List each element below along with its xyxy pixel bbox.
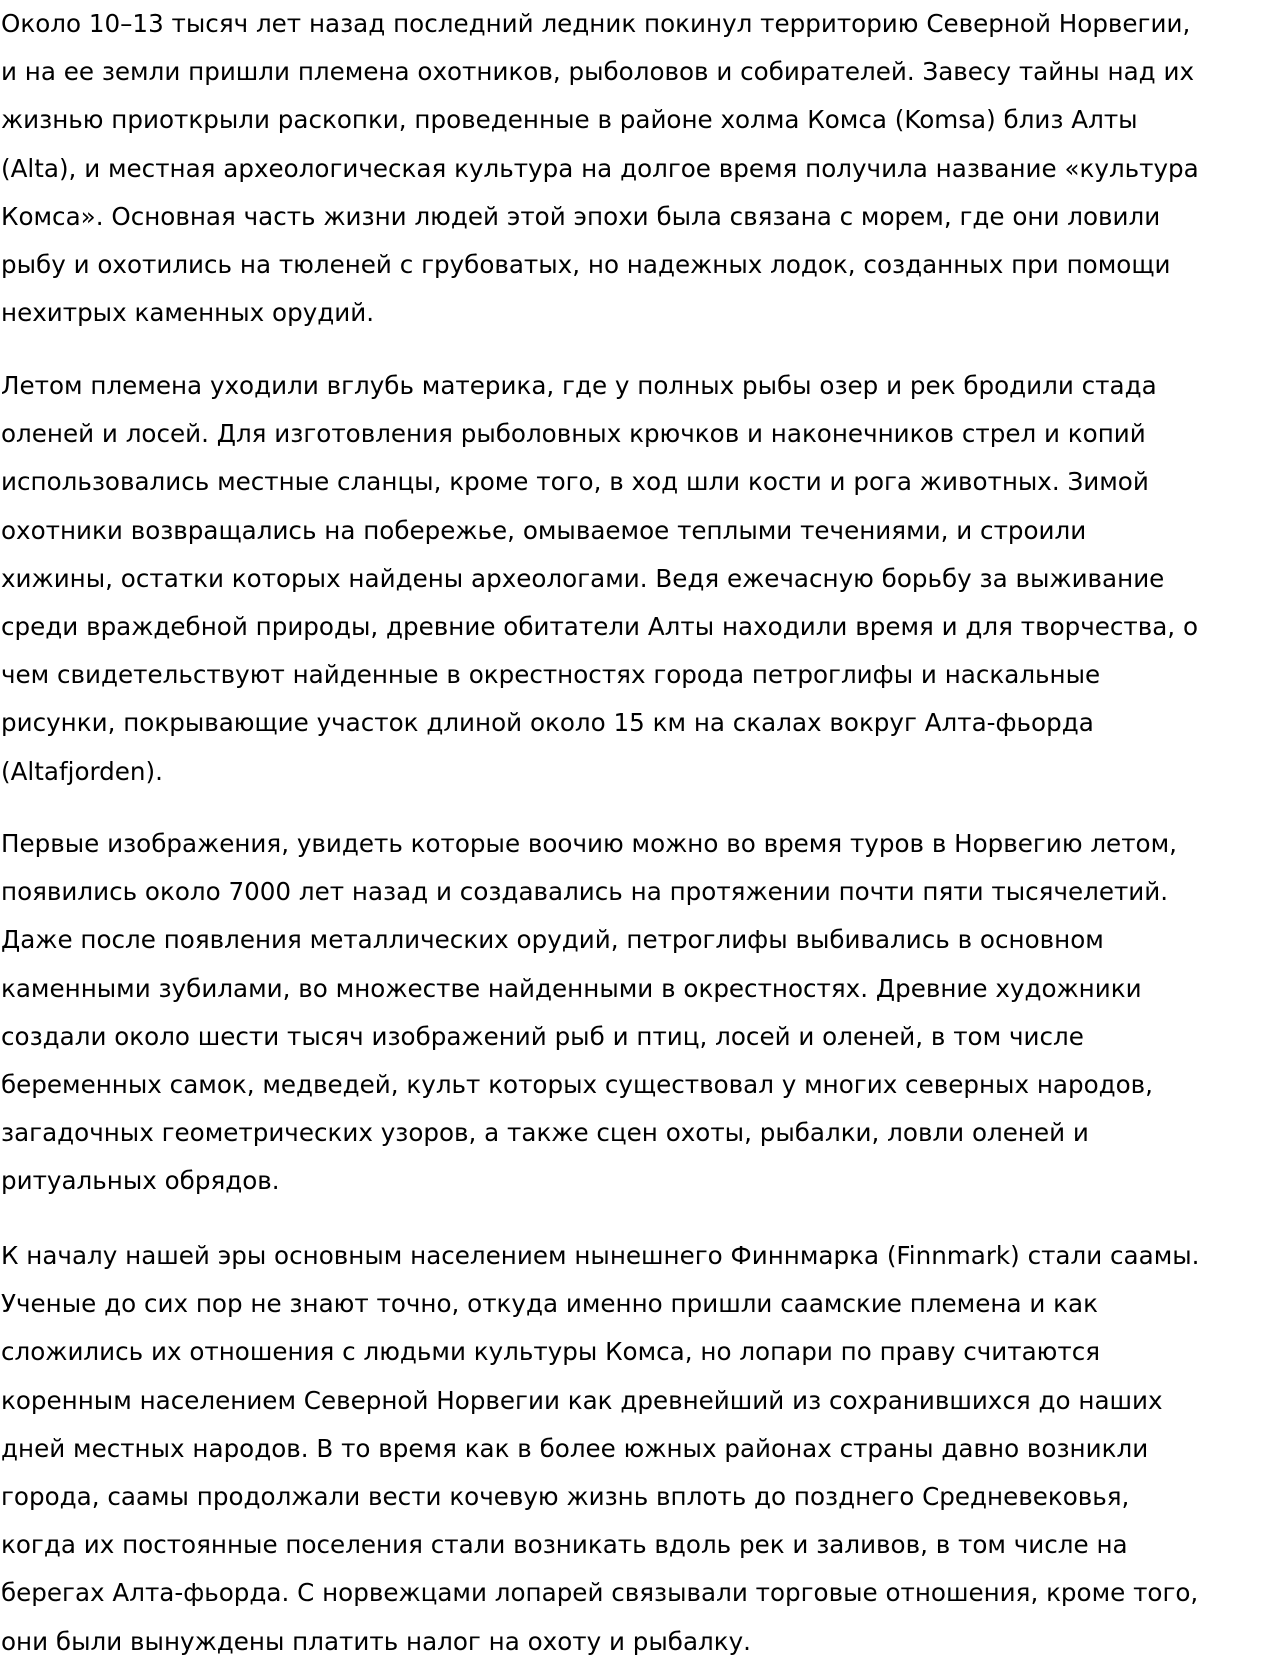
article-paragraph-1: Около 10–13 тысяч лет назад последний ледник покинул территорию Северной Норвегии, и на ее земли пришли племена охотников, рыболовов и собирателей. Завесу тайны над их жизнью приоткрыли раскопки, проведенные в районе холма Комса (Komsa) близ Алты (Alta), и местная археологическая культура на долгое время получила название «культура Комса». Основная часть жизни людей этой эпохи была связана с морем, где они ловили рыбу и охотились на тюленей с грубоватых, но надежных лодок, созданных при помощи нехитрых каменных орудий. [1,9,1199,328]
article-paragraph-2: Летом племена уходили вглубь материка, где у полных рыбы озер и рек бродили стада оленей и лосей. Для изготовления рыболовных крючков и наконечников стрел и копий использовались местные сланцы, кроме того, в ход шли кости и рога животных. Зимой охотники возвращались на побережье, омываемое теплыми течениями, и строили хижины, остатки которых найдены археологами. Ведя ежечасную борьбу за выживание среди враждебной природы, древние обитатели Алты находили время и для творчества, о чем свидетельствуют найденные в окрестностях города петроглифы и наскальные рисунки, покрывающие участок длиной около 15 км на скалах вокруг Алта-фьорда (Altafjorden). [1,371,1198,786]
article-paragraph-4: К началу нашей эры основным населением нынешнего Финнмарка (Finnmark) стали саамы. Ученые до сих пор не знают точно, откуда именно пришли саамские племена и как сложились их отношения с людьми культуры Комса, но лопари по праву считаются коренным населением Северной Норвегии как древнейший из сохранившихся до наших дней местных народов. В то время как в более южных районах страны давно возникли города, саамы продолжали вести кочевую жизнь вплоть до позднего Средневековья, когда их постоянные поселения стали возникать вдоль рек и заливов, в том числе на берегах Алта-фьорда. С норвежцами лопарей связывали торговые отношения, кроме того, они были вынуждены платить налог на охоту и рыбалку. [1,1241,1200,1656]
article-paragraph-3: Первые изображения, увидеть которые воочию можно во время туров в Норвегию летом, появились около 7000 лет назад и создавались на протяжении почти пяти тысячелетий. Даже после появления металлических орудий, петроглифы выбивались в основном каменными зубилами, во множестве найденными в окрестностях. Древние художники создали около шести тысяч изображений рыб и птиц, лосей и оленей, в том числе беремeнных самок, медведей, культ которых существовал у многих северных народов, загадочных геометрических узоров, а также сцен охоты, рыбалки, ловли оленей и ритуальных обрядов. [1,829,1177,1196]
